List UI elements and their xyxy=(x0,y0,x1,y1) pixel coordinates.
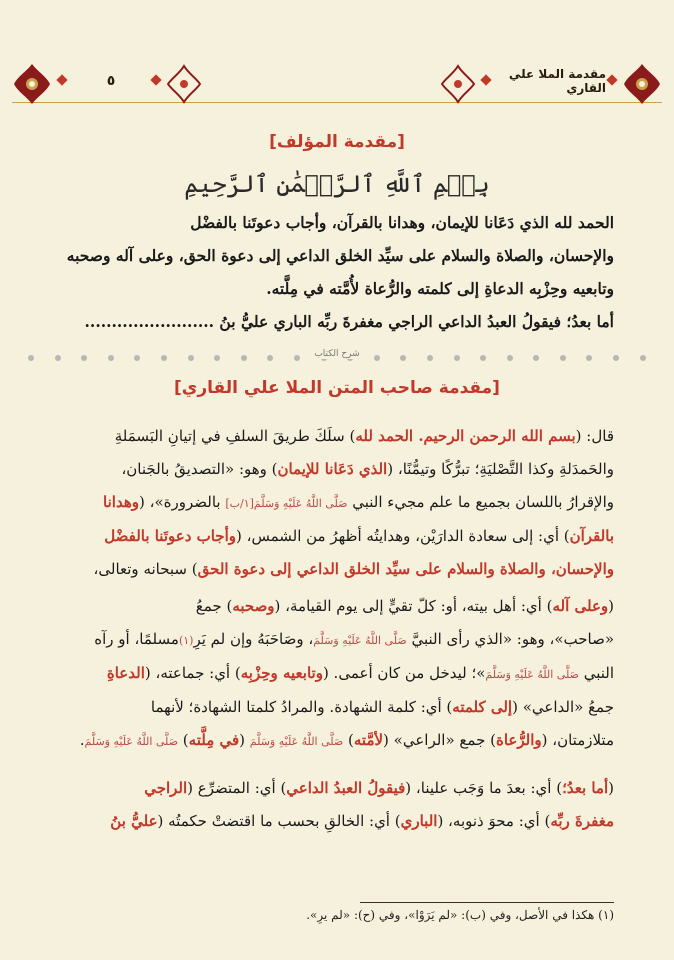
salawat-symbol: صَلَّى اللَّهُ عَلَيْهِ وَسَلَّمَ xyxy=(84,735,179,748)
running-title: مقدمة الملا علي القاري xyxy=(508,67,606,95)
commentary-line: قال: (بسم الله الرحمن الرحيم. الحمد لله) سلَكَ طريقَ السلفِ في إتيانِ البَسمَلةِ xyxy=(114,427,614,445)
footnote-marker: (١) xyxy=(178,634,194,647)
commentary-line: والحَمدَلةِ وكذا التَّصْليَةِ؛ تبرُّكًا وتيمُّنًا، (الذي دَعَانا للإيمان) وهو: «التصديقُ بالجَنان، xyxy=(121,460,614,478)
salawat-symbol: صَلَّى اللَّهُ عَلَيْهِ وَسَلَّمَ xyxy=(313,634,407,647)
author-intro-text xyxy=(56,206,614,338)
salawat-symbol: صَلَّى اللَّهُ عَلَيْهِ وَسَلَّمَ xyxy=(249,735,344,748)
footnote-text: هكذا في الأصل، وفي (ب): «لم يَرَوْا»، وفي (ح): «لم يرِ». xyxy=(306,908,595,922)
center-ornament-icon xyxy=(438,62,478,106)
page-header xyxy=(0,62,674,120)
commentary-line: بالقرآن) أي: إلى سعادة الدارَيْن، وهدايتُه أظهرُ من الشمس، (وأجاب دعوتَنا بالفضْل xyxy=(104,527,614,545)
footnote xyxy=(56,908,614,922)
manuscript-ref: [١/ب] xyxy=(225,497,254,510)
divider-label: شرح الكتاب xyxy=(308,349,365,359)
commentary-paragraph-1 xyxy=(56,420,614,586)
intro-line: وتابعيه وحِزْبِه الدعاةِ إلى كلمته والرُّعاة لأُمَّته في مِلَّته. xyxy=(266,279,614,298)
header-diamond-icon xyxy=(480,74,491,85)
commentary-line: «صاحب»، وهو: «الذي رأى النبيَّ صَلَّى اللَّهُ عَلَيْهِ وَسَلَّمَ، وصَاحَبَهُ وإن لم يَرِ(١)مسلمًا، أو رآه xyxy=(94,630,614,648)
commentary-line: متلازمتان، (والرُّعاة) جمع «الراعي» (لأمَّته) صَلَّى اللَّهُ عَلَيْهِ وَسَلَّمَ (في مِلَّته) صَلَّى اللَّهُ عَلَيْهِ وَسَلَّمَ. xyxy=(79,731,614,749)
salawat-symbol: صَلَّى اللَّهُ عَلَيْهِ وَسَلَّمَ xyxy=(253,497,348,510)
salawat-symbol: صَلَّى اللَّهُ عَلَيْهِ وَسَلَّمَ xyxy=(485,668,579,681)
commentary-line: مغفرةَ ربِّه) أي: محوَ ذنوبه، (الباري) أي: الخالقِ بحسب ما اقتضتْ حكمتُه (عليُّ بنُ xyxy=(110,812,614,830)
footnote-number: (١) xyxy=(598,908,614,922)
commentary-line: والإقرارُ باللسان بجميع ما علم مجيء النبي صَلَّى اللَّهُ عَلَيْهِ وَسَلَّمَ[١/ب] بالضرورة»، (وهدانا xyxy=(103,493,614,511)
commentary-line: (وعلى آله) أي: أهل بيته، أو: كلّ تقيٍّ إلى يوم القيامة، (وصحبه) جمعُ xyxy=(195,597,614,615)
commentary-line: جمعُ «الداعي» (إلى كلمته) أي: كلمة الشهادة. والمرادُ كلمتا الشهادة؛ لأنهما xyxy=(150,698,614,716)
corner-ornament-icon xyxy=(12,62,52,106)
divider-dot-icon xyxy=(28,355,34,361)
commentary-line: (أما بعدُ؛) أي: بعدَ ما وَجَب علينا، (فيقولُ العبدُ الداعي) أي: المتضرِّع (الراجي xyxy=(144,779,614,797)
intro-line: أما بعدُ؛ فيقولُ العبدُ الداعي الراجي مغفرةَ ربِّه الباري عليُّ بنُ ........................ xyxy=(84,312,614,331)
header-diamond-icon xyxy=(606,74,617,85)
basmala-calligraphy: بِسۡمِ ٱللَّهِ ٱلرَّحۡمَٰنِ ٱلرَّحِيمِ xyxy=(184,170,490,198)
commentary-line: النبي صَلَّى اللَّهُ عَلَيْهِ وَسَلَّمَ»؛ ليدخل من كان أعمى. (وتابعيه وحِزْبِه) أي: جماعته، (الدعاةِ xyxy=(106,664,614,682)
center-ornament-icon xyxy=(164,62,204,106)
intro-line: الحمد لله الذي دَعَانا للإيمان، وهدانا بالقرآن، وأجاب دعوتَنا بالفضْل xyxy=(190,213,614,232)
commentary-line: والإحسان، والصلاة والسلام على سيِّد الخلق الداعي إلى دعوة الحق) سبحانه وتعالى، xyxy=(93,560,614,578)
commentary-heading: [مقدمة صاحب المتن الملا علي القاري] xyxy=(174,378,500,398)
header-rule xyxy=(12,102,662,103)
page-number: ٥ xyxy=(106,73,116,89)
section-divider xyxy=(28,350,646,366)
intro-line: والإحسان، والصلاة والسلام على سيِّد الخلق الداعي إلى دعوة الحق، وعلى آله وصحبه xyxy=(66,246,614,265)
footnote-rule xyxy=(360,902,614,903)
commentary-paragraph-3 xyxy=(56,772,614,838)
commentary-paragraph-2 xyxy=(56,590,614,758)
corner-ornament-icon xyxy=(622,62,662,106)
author-intro-heading: [مقدمة المؤلف] xyxy=(269,132,405,152)
